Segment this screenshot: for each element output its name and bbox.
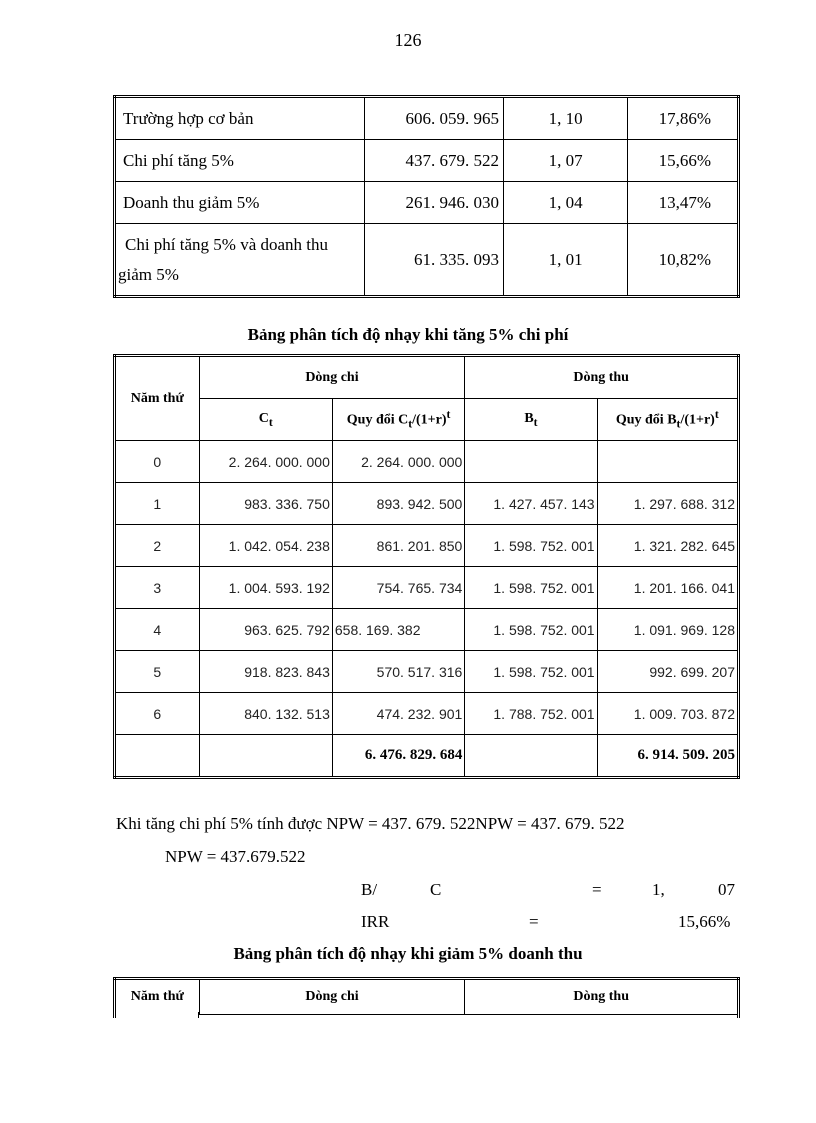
table-row	[115, 483, 739, 525]
irr-value: 10,82%	[628, 224, 739, 297]
cost-group-header: Dòng chi	[199, 979, 465, 1015]
bc-label-b: B/	[361, 880, 378, 899]
bc-value: 1, 01	[503, 224, 627, 297]
total-ct-pv: 6. 476. 829. 684	[332, 735, 464, 778]
year-header: Năm thứ	[115, 979, 200, 1015]
npw-line: Khi tăng chi phí 5% tính được NPW = 437. 679. 522NPW = 437. 679. 522	[116, 814, 625, 833]
cost-increase-table	[113, 354, 740, 779]
benefit-group-header: Dòng thu	[465, 979, 739, 1015]
case-label: Trường hợp cơ bản	[115, 97, 365, 140]
ct-pv-header: Quy đổi $C_t/(1+r)^t$	[332, 399, 464, 441]
table-row	[115, 525, 739, 567]
ct-cell: 918. 823. 843	[199, 651, 332, 693]
bt-pv-cell: 1. 297. 688. 312	[597, 483, 738, 525]
year-cell: 3	[115, 567, 200, 609]
table-row	[115, 567, 739, 609]
bc-value: 1, 10	[503, 97, 627, 140]
ct-cell: 963. 625. 792	[199, 609, 332, 651]
bc-value: 1, 04	[503, 182, 627, 224]
header-row	[115, 399, 739, 441]
table-row	[115, 651, 739, 693]
empty-cell	[199, 735, 332, 778]
total-bt-pv: 6. 914. 509. 205	[597, 735, 738, 778]
table-row	[115, 140, 739, 182]
bt-pv-cell	[597, 441, 738, 483]
bt-cell: 1. 427. 457. 143	[465, 483, 597, 525]
bt-cell: 1. 598. 752. 001	[465, 525, 597, 567]
bt-header: $B_t$	[465, 399, 597, 441]
irr-label: IRR	[361, 912, 390, 931]
bt-pv-cell: 1. 321. 282. 645	[597, 525, 738, 567]
ct-cell: 1. 042. 054. 238	[199, 525, 332, 567]
bt-pv-cell: 1. 091. 969. 128	[597, 609, 738, 651]
table-row	[115, 609, 739, 651]
bt-pv-cell: 1. 009. 703. 872	[597, 693, 738, 735]
revenue-decrease-table	[113, 977, 740, 1015]
npw-value: 606. 059. 965	[364, 97, 503, 140]
empty-cell	[115, 735, 200, 778]
total-row	[115, 735, 739, 778]
table-caption: Bảng phân tích độ nhạy khi tăng 5% chi phí	[247, 325, 569, 344]
bt-cell: 1. 598. 752. 001	[465, 651, 597, 693]
sensitivity-summary-table	[113, 95, 740, 298]
ct-pv-cell: 861. 201. 850	[332, 525, 464, 567]
case-label	[115, 224, 365, 297]
year-cell: 4	[115, 609, 200, 651]
npw-value: 261. 946. 030	[364, 182, 503, 224]
case-label-line: Chi phí tăng 5% và doanh thu	[125, 234, 329, 254]
irr-value: 15,66%	[628, 140, 739, 182]
bt-pv-cell: 992. 699. 207	[597, 651, 738, 693]
npw-value: 61. 335. 093	[364, 224, 503, 297]
table-continuation	[113, 1012, 740, 1018]
table-row	[115, 97, 739, 140]
irr-value: 17,86%	[628, 97, 739, 140]
header-row	[115, 356, 739, 399]
ct-cell: 840. 132. 513	[199, 693, 332, 735]
year-cell: 1	[115, 483, 200, 525]
ct-pv-cell: 658. 169. 382	[332, 609, 464, 651]
ct-cell: 1. 004. 593. 192	[199, 567, 332, 609]
irr-value: 13,47%	[628, 182, 739, 224]
bc-value-part1: 1,	[652, 880, 665, 899]
bt-cell: 1. 598. 752. 001	[465, 567, 597, 609]
bc-value: 1, 07	[503, 140, 627, 182]
bt-cell: 1. 598. 752. 001	[465, 609, 597, 651]
page-number: 126	[394, 30, 422, 50]
bc-label-c: C	[430, 880, 442, 899]
ct-header: $C_t$	[199, 399, 332, 441]
ct-cell: 983. 336. 750	[199, 483, 332, 525]
year-cell: 2	[115, 525, 200, 567]
year-header: Năm thứ	[115, 356, 200, 441]
year-cell: 5	[115, 651, 200, 693]
cost-group-header: Dòng chi	[199, 356, 465, 399]
case-label: Doanh thu giảm 5%	[115, 182, 365, 224]
column-divider	[198, 1012, 199, 1018]
table-row	[115, 182, 739, 224]
npw-value-line: NPW = 437.679.522	[165, 847, 306, 866]
ct-cell: 2. 264. 000. 000	[199, 441, 332, 483]
year-cell: 0	[115, 441, 200, 483]
year-cell: 6	[115, 693, 200, 735]
ct-pv-cell: 2. 264. 000. 000	[332, 441, 464, 483]
ct-pv-cell: 754. 765. 734	[332, 567, 464, 609]
case-label: Chi phí tăng 5%	[115, 140, 365, 182]
table-row	[115, 224, 739, 297]
ct-pv-cell: 893. 942. 500	[332, 483, 464, 525]
bt-pv-header: Quy đổi $B_t/(1+r)^t$	[597, 399, 738, 441]
ct-pv-cell: 474. 232. 901	[332, 693, 464, 735]
bt-cell	[465, 441, 597, 483]
case-label-line: giảm 5%	[118, 264, 179, 284]
benefit-group-header: Dòng thu	[465, 356, 739, 399]
bc-equals: =	[592, 880, 602, 899]
table-row	[115, 693, 739, 735]
ct-pv-cell: 570. 517. 316	[332, 651, 464, 693]
bt-pv-cell: 1. 201. 166. 041	[597, 567, 738, 609]
irr-result: 15,66%	[678, 912, 731, 931]
empty-cell	[465, 735, 597, 778]
table-caption: Bảng phân tích độ nhạy khi giảm 5% doanh thu	[233, 944, 583, 963]
header-row	[115, 979, 739, 1015]
bc-value-part2: 07	[718, 880, 735, 899]
npw-value: 437. 679. 522	[364, 140, 503, 182]
table-row	[115, 441, 739, 483]
bt-cell: 1. 788. 752. 001	[465, 693, 597, 735]
irr-equals: =	[529, 912, 539, 931]
